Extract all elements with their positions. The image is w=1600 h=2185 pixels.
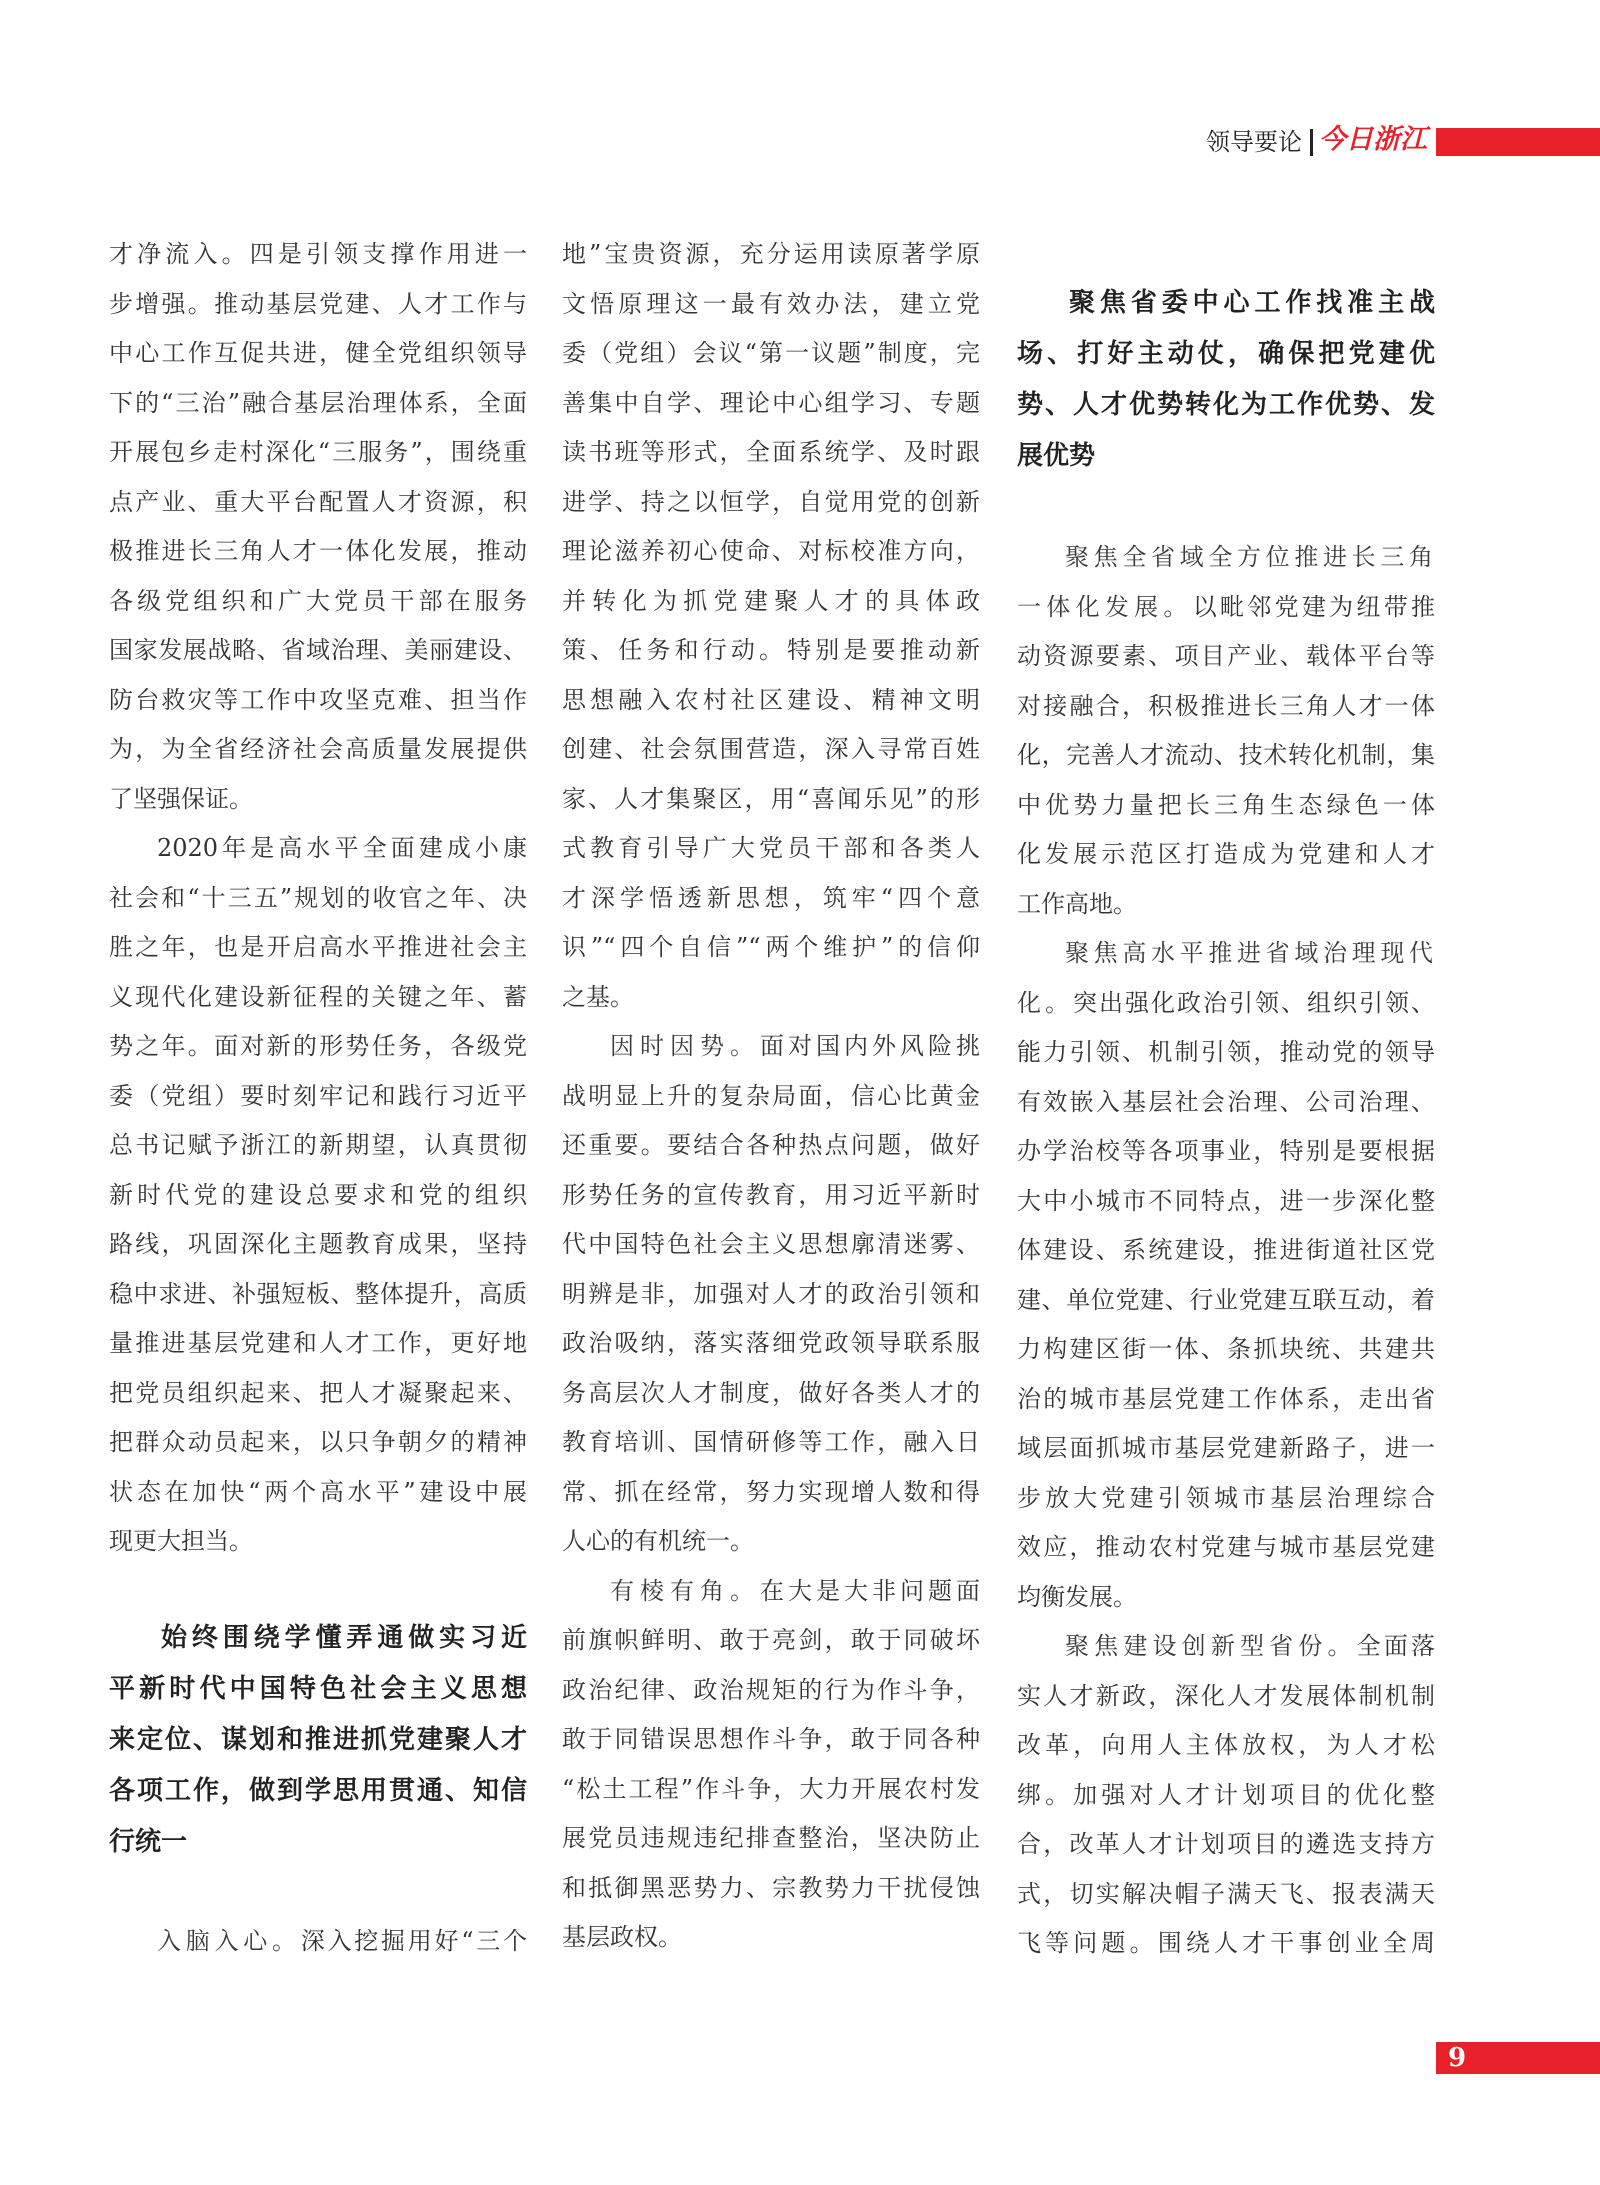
text-line: 教育培训、国情研修等工作，融入日: [562, 1428, 980, 1456]
text-line: 动资源要素、项目产业、载体平台等: [1017, 642, 1435, 670]
text-run: 在大是大非问题面: [760, 1576, 980, 1605]
paragraph-lead: 化。: [1017, 988, 1073, 1017]
column-2: [562, 230, 980, 1963]
paragraph-lead: 有棱有角。: [610, 1576, 760, 1605]
text-line: 治的城市基层党建工作体系，走出省: [1017, 1384, 1435, 1413]
text-line: 式教育引导广大党员干部和各类人: [562, 834, 980, 862]
text-line: 式，切实解决帽子满天飞、报表满天: [1017, 1879, 1435, 1908]
text-run: 突出强化政治引领、组织引领、: [1073, 988, 1435, 1017]
text-line: 实人才新政，深化人才发展体制机制: [1017, 1681, 1435, 1710]
text-line: 能力引领、机制引领，推动党的领导: [1017, 1038, 1435, 1066]
text-line: 委（党组）会议“第一议题”制度，完: [562, 339, 980, 367]
text-line: [562, 1567, 980, 1617]
heading-line: 始终围绕学懂弄通做实习近: [161, 1622, 527, 1653]
text-line: 政治纪律、政治规矩的行为作斗争，: [562, 1675, 980, 1704]
text-line: 委（党组）要时刻牢记和践行习近平: [109, 1081, 527, 1110]
text-line: 思想融入农村社区建设、精神文明: [562, 685, 980, 714]
paragraph: [1017, 929, 1435, 1622]
text-line: 势之年。面对新的形势任务，各级党: [109, 1032, 527, 1060]
paragraph-lead: 聚焦全省域全方位推进长三角: [1065, 543, 1435, 571]
text-line: 路线，巩固深化主题教育成果，坚持: [109, 1230, 527, 1258]
text-line: 步放大党建引领城市基层治理综合: [1017, 1483, 1435, 1512]
text-line: 才净流入。四是引领支撑作用进一: [109, 240, 527, 268]
text-run: 深入挖掘用好“三个: [300, 1926, 527, 1955]
text-line: 政治吸纳，落实落细党政领导联系服: [562, 1329, 980, 1357]
paragraph: [109, 230, 527, 824]
text-line: 读书班等形式，全面系统学、及时跟: [562, 438, 980, 466]
text-line: “松土工程”作斗争，大力开展农村发: [562, 1774, 980, 1803]
paragraph: [562, 1022, 980, 1567]
heading-line: 各项工作，做到学思用贯通、知信: [109, 1775, 527, 1806]
text-run: 面对国内外风险挑: [760, 1032, 980, 1060]
text-line: 新时代党的建设总要求和党的组织: [109, 1180, 527, 1209]
paragraph-lead: 入脑入心。: [157, 1926, 301, 1955]
text-line: 均衡发展。: [1017, 1582, 1137, 1611]
text-line: 明辨是非，加强对人才的政治引领和: [562, 1279, 980, 1308]
page-number: 9: [1436, 2042, 1600, 2074]
paragraph: [1017, 1622, 1435, 1969]
text-line: 稳中求进、补强短板、整体提升，高质: [109, 1279, 527, 1308]
text-line: 理论滋养初心使命、对标校准方向，: [562, 537, 980, 565]
text-line: 社会和“十三五”规划的收官之年、决: [109, 883, 527, 912]
heading-line: 来定位、谋划和推进抓党建聚人才: [109, 1724, 527, 1755]
text-line: 状态在加快“两个高水平”建设中展: [109, 1477, 527, 1506]
text-line: 文悟原理这一最有效办法，建立党: [562, 289, 980, 318]
text-line: 展党员违规违纪排查整治，坚决防止: [562, 1824, 980, 1852]
text-line: 绑。加强对人才计划项目的优化整: [1017, 1780, 1435, 1809]
text-line: 大中小城市不同特点，进一步深化整: [1017, 1186, 1435, 1215]
text-line: [1017, 583, 1435, 633]
heading-line: 聚焦省委中心工作找准主战: [1069, 288, 1435, 318]
paragraph-lead: 聚焦建设创新型省份。: [1065, 1632, 1357, 1660]
text-line: 敢于同错误思想作斗争，敢于同各种: [562, 1725, 980, 1753]
text-line: 工作高地。: [1017, 889, 1137, 918]
text-line: 形势任务的宣传教育，用习近平新时: [562, 1180, 980, 1209]
text-line: 域层面抓城市基层党建新路子，进一: [1017, 1434, 1435, 1462]
text-line: 为，为全省经济社会高质量发展提供: [109, 735, 527, 763]
text-line: [109, 1917, 527, 1967]
text-line: [1017, 979, 1435, 1029]
text-line: 量推进基层党建和人才工作，更好地: [109, 1329, 527, 1357]
text-line: 义现代化建设新征程的关键之年、蓄: [109, 982, 527, 1011]
text-line: [1017, 1622, 1435, 1672]
heading-line: 展优势: [1017, 441, 1096, 471]
paragraph: [109, 1917, 527, 1967]
text-line: 务高层次人才制度，做好各类人才的: [562, 1378, 980, 1407]
section-heading: [1017, 278, 1435, 482]
paragraph-lead: 因时因势。: [610, 1032, 760, 1060]
text-line: 办学治校等各项事业，特别是要根据: [1017, 1137, 1435, 1165]
heading-line: 场、打好主动仗，确保把党建优: [1017, 339, 1435, 369]
text-line: 和抵御黑恶势力、宗教势力干扰侵蚀: [562, 1873, 980, 1902]
text-line: 才深学悟透新思想，筑牢“四个意: [562, 883, 980, 912]
text-line: [562, 1022, 980, 1072]
text-line: [1017, 533, 1435, 583]
text-line: 步增强。推动基层党建、人才工作与: [109, 289, 527, 318]
text-line: 国家发展战略、省域治理、美丽建设、: [109, 636, 527, 664]
text-line: 飞等问题。围绕人才干事创业全周: [1017, 1929, 1435, 1957]
text-line: 体建设、系统建设，推进街道社区党: [1017, 1236, 1435, 1264]
paragraph-lead: 一体化发展。: [1017, 592, 1193, 621]
text-line: 并转化为抓党建聚人才的具体政: [562, 586, 980, 615]
text-line: 进学、持之以恒学，自觉用党的创新: [562, 487, 980, 516]
text-line: 基层政权。: [562, 1923, 682, 1951]
text-line: 改革，向用人主体放权，为人才松: [1017, 1731, 1435, 1759]
heading-line: 行统一: [109, 1826, 188, 1857]
text-line: 创建、社会氛围营造，深入寻常百姓: [562, 735, 980, 763]
text-line: 地”宝贵资源，充分运用读原著学原: [562, 240, 980, 268]
paragraph: [562, 230, 980, 1022]
text-line: 有效嵌入基层社会治理、公司治理、: [1017, 1087, 1435, 1116]
paragraph: [109, 824, 527, 1567]
text-line: 对接融合，积极推进长三角人才一体: [1017, 691, 1435, 720]
section-heading: [109, 1613, 527, 1868]
paragraph: [562, 1567, 980, 1963]
text-line: 化，完善人才流动、技术转化机制，集: [1017, 741, 1435, 769]
text-line: 建、单位党建、行业党建互联互动，着: [1017, 1285, 1435, 1314]
text-line: 把党员组织起来、把人才凝聚起来、: [109, 1378, 527, 1407]
text-line: 识”“四个自信”“两个维护”的信仰: [562, 933, 980, 961]
text-line: 中优势力量把长三角生态绿色一体: [1017, 790, 1435, 819]
text-line: 胜之年，也是开启高水平推进社会主: [109, 933, 527, 961]
heading-line: 势、人才优势转化为工作优势、发: [1017, 390, 1435, 420]
text-line: 把群众动员起来，以只争朝夕的精神: [109, 1428, 527, 1456]
text-line: 前旗帜鲜明、敢于亮剑，敢于同破坏: [562, 1626, 980, 1654]
text-line: 防台救灾等工作中攻坚克难、担当作: [109, 685, 527, 714]
text-line: 下的“三治”融合基层治理体系，全面: [109, 388, 527, 417]
text-line: 点产业、重大平台配置人才资源，积: [109, 487, 527, 516]
column-1: [109, 230, 527, 1966]
text-line: 力构建区街一体、条抓块统、共建共: [1017, 1335, 1435, 1363]
text-line: 了坚强保证。: [109, 784, 253, 813]
heading-line: 平新时代中国特色社会主义思想: [109, 1673, 527, 1704]
text-line: 开展包乡走村深化“三服务”，围绕重: [109, 438, 527, 466]
text-line: 合，改革人才计划项目的遴选支持方: [1017, 1830, 1435, 1858]
text-line: 总书记赋予浙江的新期望，认真贯彻: [109, 1131, 527, 1159]
magazine-logo: 今日浙江: [1319, 124, 1427, 155]
header-divider: [1310, 129, 1313, 156]
text-line: 善集中自学、理论中心组学习、专题: [562, 388, 980, 417]
text-run: 以毗邻党建为纽带推: [1192, 592, 1435, 621]
text-line: 家、人才集聚区，用“喜闻乐见”的形: [562, 784, 980, 813]
text-line: 各级党组织和广大党员干部在服务: [109, 586, 527, 615]
text-line: 人心的有机统一。: [562, 1527, 754, 1555]
text-line: 策、任务和行动。特别是要推动新: [562, 636, 980, 664]
text-line: 中心工作互促共进，健全党组织领导: [109, 339, 527, 367]
text-run: 全面落: [1356, 1632, 1435, 1660]
text-line: 现更大担当。: [109, 1527, 253, 1555]
section-title: 领导要论: [1206, 128, 1302, 156]
text-line: 极推进长三角人才一体化发展，推动: [109, 537, 527, 565]
header-accent-bar: [1436, 128, 1600, 156]
text-line: 2020年是高水平全面建成小康: [157, 834, 527, 862]
text-line: 常、抓在经常，努力实现增人数和得: [562, 1477, 980, 1506]
paragraph: [1017, 533, 1435, 929]
text-line: [1017, 929, 1435, 979]
text-line: 代中国特色社会主义思想廓清迷雾、: [562, 1230, 980, 1258]
text-line: 之基。: [562, 982, 634, 1011]
paragraph-lead: 聚焦高水平推进省域治理现代: [1065, 939, 1435, 967]
column-3: [1017, 278, 1435, 1969]
text-line: 战明显上升的复杂局面，信心比黄金: [562, 1081, 980, 1110]
text-line: 效应，推动农村党建与城市基层党建: [1017, 1533, 1435, 1561]
text-line: 化发展示范区打造成为党建和人才: [1017, 840, 1435, 868]
text-line: 还重要。要结合各种热点问题，做好: [562, 1131, 980, 1159]
